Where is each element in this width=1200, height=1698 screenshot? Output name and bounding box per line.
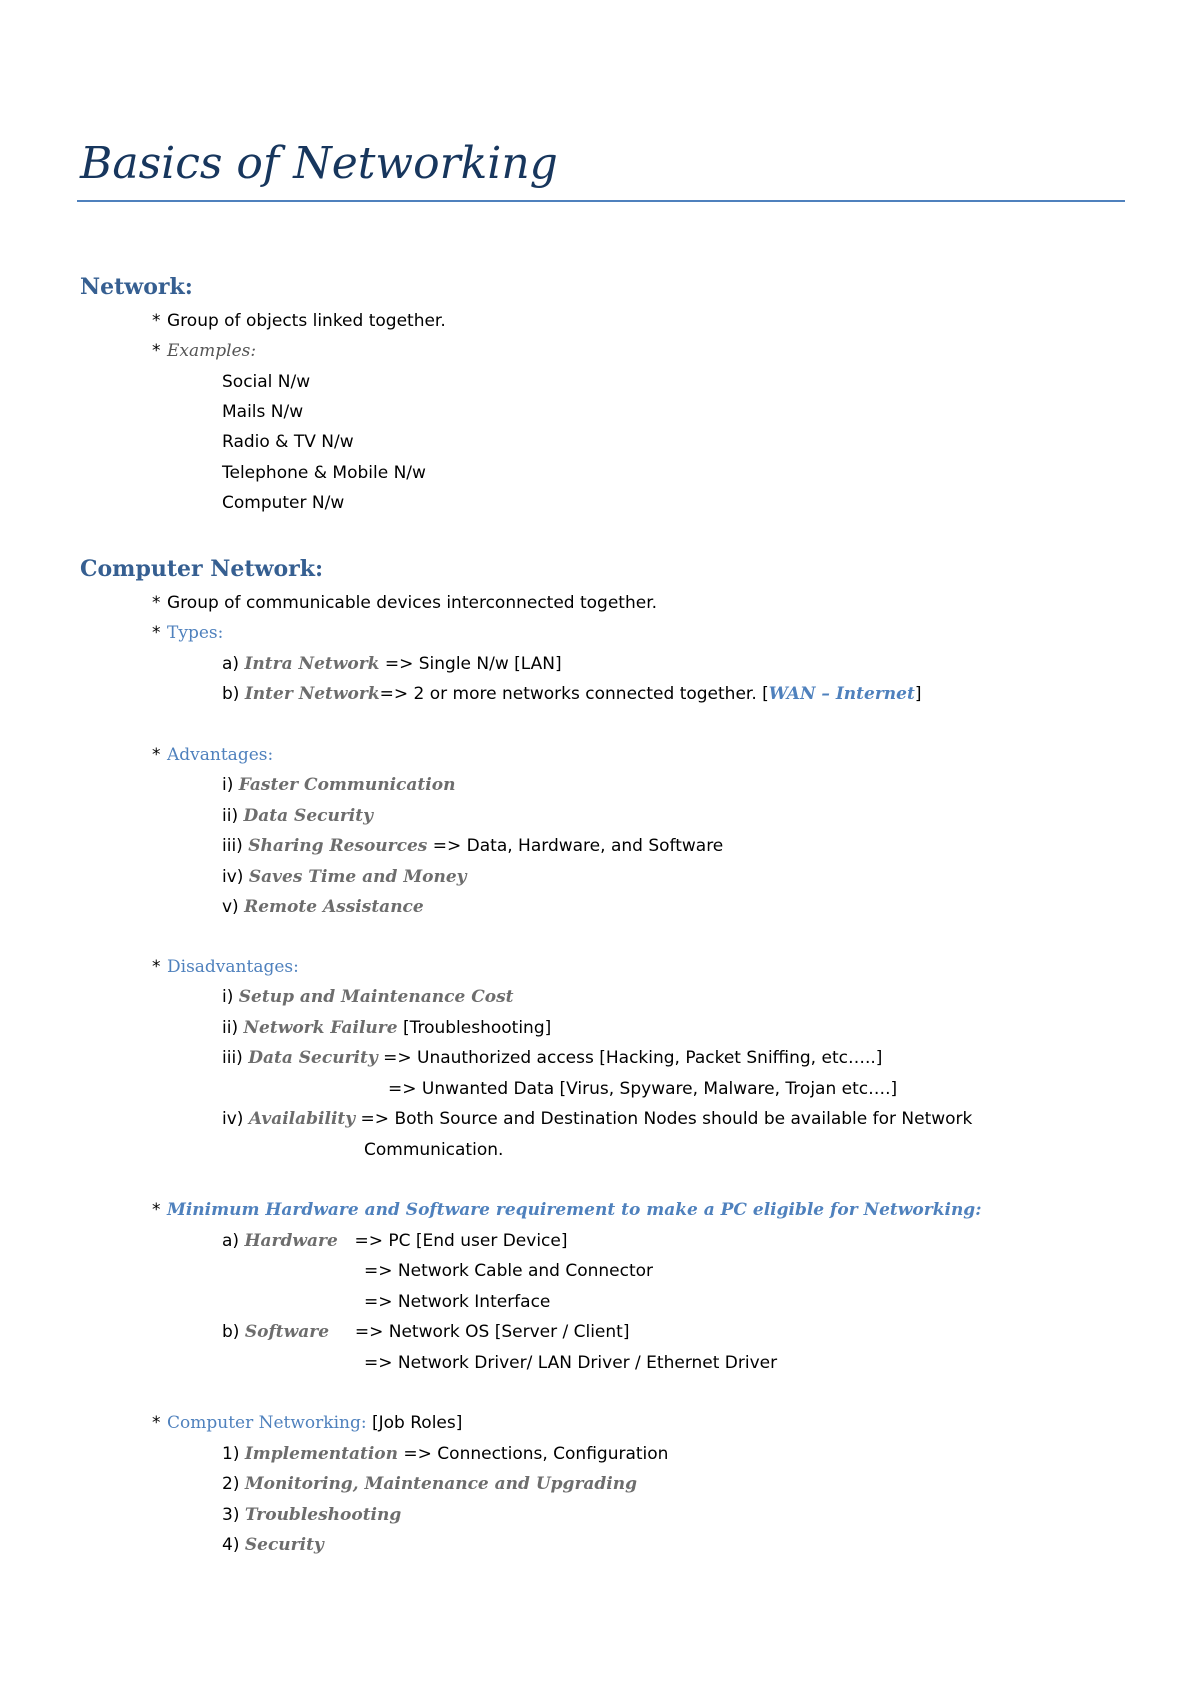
disadvantage-item: ii) Network Failure [Troubleshooting] <box>222 1018 552 1038</box>
example-item: Social N/w <box>222 372 311 392</box>
job-roles-label: * Computer Networking: [Job Roles] <box>152 1413 463 1433</box>
disadvantage-item: iii) Data Security => Unauthorized access [Hacking, Packet Sniffing, etc…..] <box>222 1048 883 1068</box>
page-title: Basics of Networking <box>80 138 558 189</box>
network-definition: * Group of objects linked together. <box>152 311 446 331</box>
disadvantage-item: i) Setup and Maintenance Cost <box>222 987 514 1007</box>
software-subitem: => Network Driver/ LAN Driver / Ethernet Driver <box>364 1353 778 1373</box>
job-item: 4) Security <box>222 1535 324 1555</box>
example-item: Radio & TV N/w <box>222 432 354 452</box>
network-examples-label: * Examples: <box>152 341 257 361</box>
type-item: b) Inter Network=> 2 or more networks connected together. [WAN – Internet] <box>222 684 922 704</box>
advantage-item: v) Remote Assistance <box>222 897 424 917</box>
section-heading-computer-network: Computer Network: <box>80 556 324 582</box>
disadvantage-continuation: => Unwanted Data [Virus, Spyware, Malware, Trojan etc….] <box>388 1079 898 1099</box>
example-item: Computer N/w <box>222 493 345 513</box>
title-underline <box>77 200 1125 202</box>
advantage-item: ii) Data Security <box>222 806 373 826</box>
job-item: 2) Monitoring, Maintenance and Upgrading <box>222 1474 638 1494</box>
disadvantage-item: iv) Availability => Both Source and Destination Nodes should be available for Network <box>222 1109 973 1129</box>
advantage-item: i) Faster Communication <box>222 775 456 795</box>
job-item: 1) Implementation => Connections, Configuration <box>222 1444 669 1464</box>
example-item: Mails N/w <box>222 402 304 422</box>
advantage-item: iv) Saves Time and Money <box>222 867 467 887</box>
job-item: 3) Troubleshooting <box>222 1505 402 1525</box>
types-label: * Types: <box>152 623 224 643</box>
min-requirements-label: * Minimum Hardware and Software requirement to make a PC eligible for Networking: <box>152 1200 982 1220</box>
section-heading-network: Network: <box>80 274 193 300</box>
disadvantages-label: * Disadvantages: <box>152 957 299 977</box>
type-item: a) Intra Network => Single N/w [LAN] <box>222 654 562 674</box>
hardware-subitem: => Network Interface <box>364 1292 551 1312</box>
advantages-label: * Advantages: <box>152 745 274 765</box>
software-item: b) Software => Network OS [Server / Client] <box>222 1322 630 1342</box>
advantage-item: iii) Sharing Resources => Data, Hardware, and Software <box>222 836 724 856</box>
hardware-item: a) Hardware => PC [End user Device] <box>222 1231 568 1251</box>
wan-internet-highlight: WAN – Internet <box>768 684 915 704</box>
disadvantage-continuation: Communication. <box>364 1140 504 1160</box>
hardware-subitem: => Network Cable and Connector <box>364 1261 654 1281</box>
computer-network-definition: * Group of communicable devices interconnected together. <box>152 593 658 613</box>
example-item: Telephone & Mobile N/w <box>222 463 426 483</box>
